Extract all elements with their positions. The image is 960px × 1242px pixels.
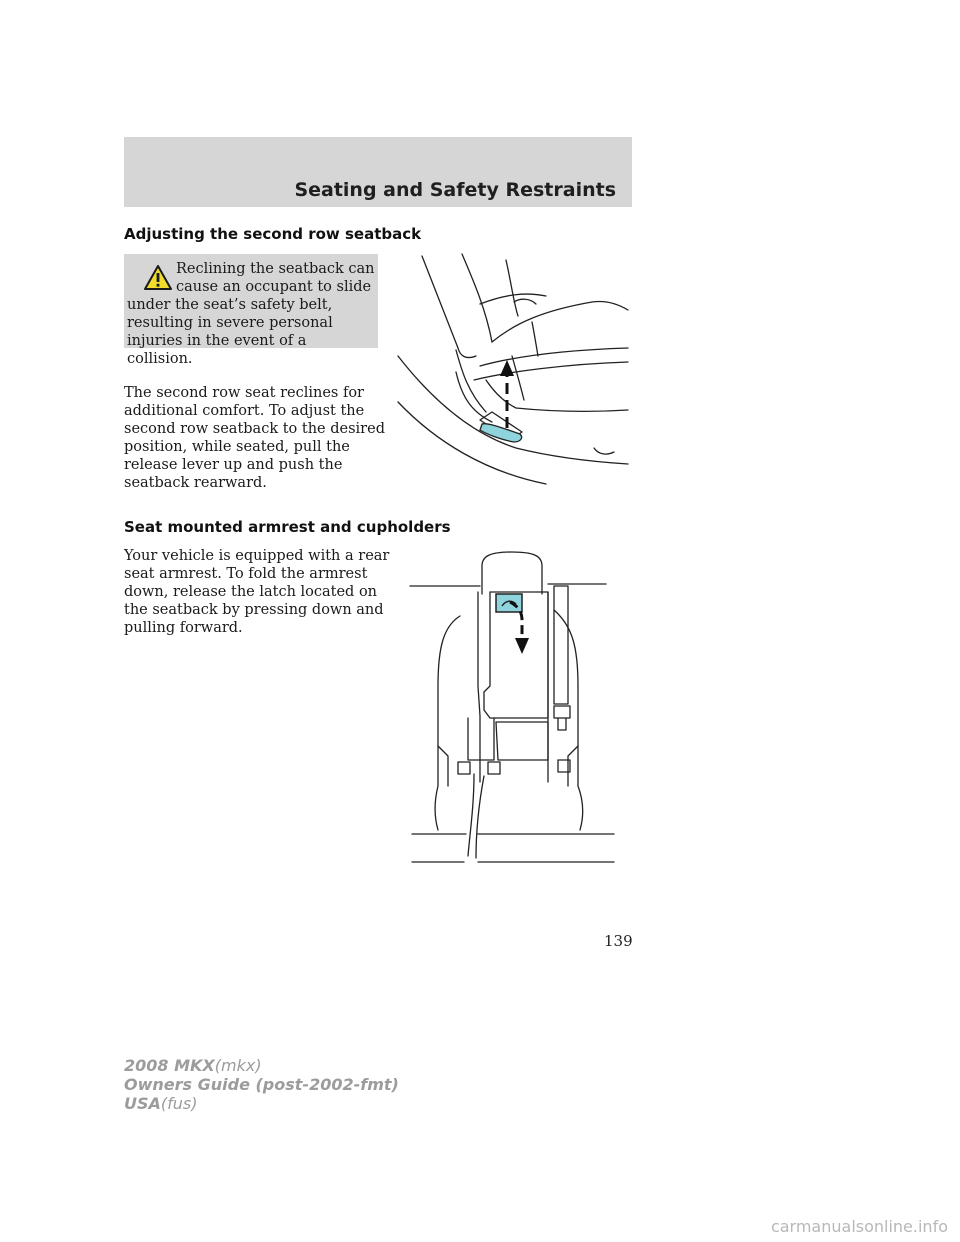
text-line: second row seatback to the desired (124, 421, 385, 437)
footer-market-code: (fus) (160, 1094, 198, 1113)
footer-market: USA (124, 1094, 161, 1113)
section-heading-seatback: Adjusting the second row seatback (124, 225, 422, 243)
page-header-title: Seating and Safety Restraints (294, 179, 616, 201)
arrow-down-head-icon (515, 638, 529, 654)
warning-line: cause an occupant to slide (176, 279, 372, 295)
seatback-instructions (124, 384, 394, 492)
text-line: The second row seat reclines for (124, 385, 364, 401)
footer-model-code: (mkx) (214, 1056, 262, 1075)
warning-line: Reclining the seatback can (176, 261, 375, 277)
text-line: seat armrest. To fold the armrest (124, 566, 368, 582)
warning-text (127, 260, 375, 368)
armrest-illustration (408, 546, 618, 866)
text-line: Your vehicle is equipped with a rear (124, 548, 390, 564)
warning-box (124, 254, 378, 367)
armrest-latch-highlight (496, 594, 522, 612)
text-line: the seatback by pressing down and (124, 602, 384, 618)
warning-line: injuries in the event of a collision. (127, 333, 307, 367)
text-line: position, while seated, pull the (124, 439, 350, 455)
arrow-up-head-icon (500, 360, 514, 376)
header-band (124, 137, 632, 207)
text-line: down, release the latch located on (124, 584, 378, 600)
footer-model: 2008 MKX (124, 1056, 215, 1075)
watermark: carmanualsonline.info (770, 1217, 948, 1236)
armrest-instructions (124, 547, 394, 637)
text-line: pulling forward. (124, 620, 243, 636)
footer-guide: Owners Guide (post-2002-fmt) (124, 1075, 399, 1094)
document-footer (124, 1056, 399, 1113)
text-line: seatback rearward. (124, 475, 267, 491)
seat-recline-illustration (396, 252, 630, 488)
warning-line: resulting in severe personal (127, 315, 333, 331)
text-line: additional comfort. To adjust the (124, 403, 365, 419)
text-line: release lever up and push the (124, 457, 343, 473)
section-heading-armrest: Seat mounted armrest and cupholders (124, 518, 451, 536)
warning-line: under the seat’s safety belt, (127, 297, 333, 313)
page-number: 139 (604, 932, 633, 950)
release-lever-highlight (480, 424, 522, 442)
